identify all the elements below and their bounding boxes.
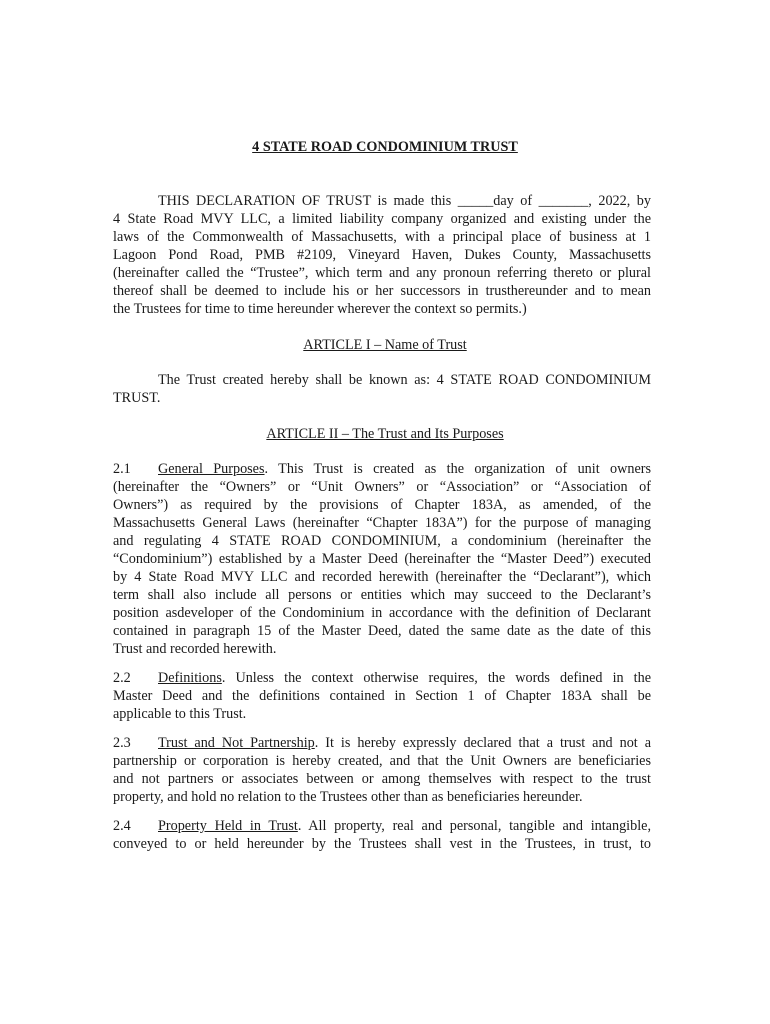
section-heading: Definitions [158, 670, 222, 686]
section-2-1-line: position asdeveloper of the Condominium in accordance with the definition of Declarant [113, 605, 651, 621]
section-2-3-line: and not partners or associates between or among themselves with respect to the trust [113, 771, 651, 787]
section-2-2-line: Master Deed and the definitions contained in Section 1 of Chapter 183A shall be [113, 688, 651, 704]
section-2-1-line: term shall also include all persons or entities which may succeed to the Declarant’s [113, 587, 651, 603]
section-2-1-line: Trust and recorded herewith. [113, 641, 277, 657]
section-2-3-line: partnership or corporation is hereby created, and that the Unit Owners are beneficiaries [113, 753, 651, 769]
section-2-1-first-line: 2.1 General Purposes. This Trust is created as the organization of unit owners [113, 461, 651, 477]
section-2-4-first-line: 2.4 Property Held in Trust. All property, real and personal, tangible and intangible, [113, 818, 651, 834]
section-number: 2.1 [113, 461, 131, 477]
preamble-line: (hereinafter called the “Trustee”, which term and any pronoun referring thereto or plural [113, 265, 651, 281]
preamble-line: 4 State Road MVY LLC, a limited liability company organized and existing under the [113, 211, 651, 227]
section-heading: Trust and Not Partnership [158, 735, 315, 751]
section-heading: General Purposes [158, 461, 265, 477]
article-1-line: TRUST. [113, 390, 161, 406]
section-2-1-line: Massachusetts General Laws (hereinafter “Chapter 183A”) for the purpose of managing [113, 515, 651, 531]
section-2-2-first-line: 2.2 Definitions. Unless the context otherwise requires, the words defined in the [113, 670, 651, 686]
section-2-1-line: by 4 State Road MVY LLC and recorded herewith (hereinafter the “Declarant”), which [113, 569, 651, 585]
section-2-4-line: conveyed to or held hereunder by the Trustees shall vest in the Trustees, in trust, to [113, 836, 651, 852]
document-title: 4 STATE ROAD CONDOMINIUM TRUST [252, 139, 518, 155]
article-1-line: The Trust created hereby shall be known as: 4 STATE ROAD CONDOMINIUM [158, 372, 651, 388]
preamble-line: thereof shall be deemed to include his or her successors in trusthereunder and to mean [113, 283, 651, 299]
section-2-1-line: (hereinafter the “Owners” or “Unit Owners” or “Association” or “Association of [113, 479, 651, 495]
section-2-3-line: property, and hold no relation to the Trustees other than as beneficiaries hereunder. [113, 789, 583, 805]
section-2-3-first-line: 2.3 Trust and Not Partnership. It is hereby expressly declared that a trust and not a [113, 735, 652, 751]
section-2-1-line: “Condominium”) established by a Master Deed (hereinafter the “Master Deed”) executed [113, 551, 651, 567]
section-2-1-line: contained in paragraph 15 of the Master Deed, dated the same date as the date of this [113, 623, 651, 639]
section-number: 2.3 [113, 735, 131, 751]
article-1-heading: ARTICLE I – Name of Trust [303, 337, 467, 353]
preamble-line: laws of the Commonwealth of Massachusetts, with a principal place of business at 1 [113, 229, 651, 245]
section-2-1-line: and regulating 4 STATE ROAD CONDOMINIUM, a condominium (hereinafter the [113, 533, 651, 549]
section-number: 2.4 [113, 818, 131, 834]
article-2-heading: ARTICLE II – The Trust and Its Purposes [266, 426, 504, 442]
preamble-line: Lagoon Pond Road, PMB #2109, Vineyard Haven, Dukes County, Massachusetts [113, 247, 651, 263]
section-2-1-line: Owners”) as required by the provisions of Chapter 183A, as amended, of the [113, 497, 651, 513]
section-number: 2.2 [113, 670, 131, 686]
section-2-2-line: applicable to this Trust. [113, 706, 247, 722]
section-heading: Property Held in Trust [158, 818, 298, 834]
preamble-line: the Trustees for time to time hereunder wherever the context so permits.) [113, 301, 527, 317]
preamble-line: THIS DECLARATION OF TRUST is made this _____day of _______, 2022, by [158, 193, 651, 209]
